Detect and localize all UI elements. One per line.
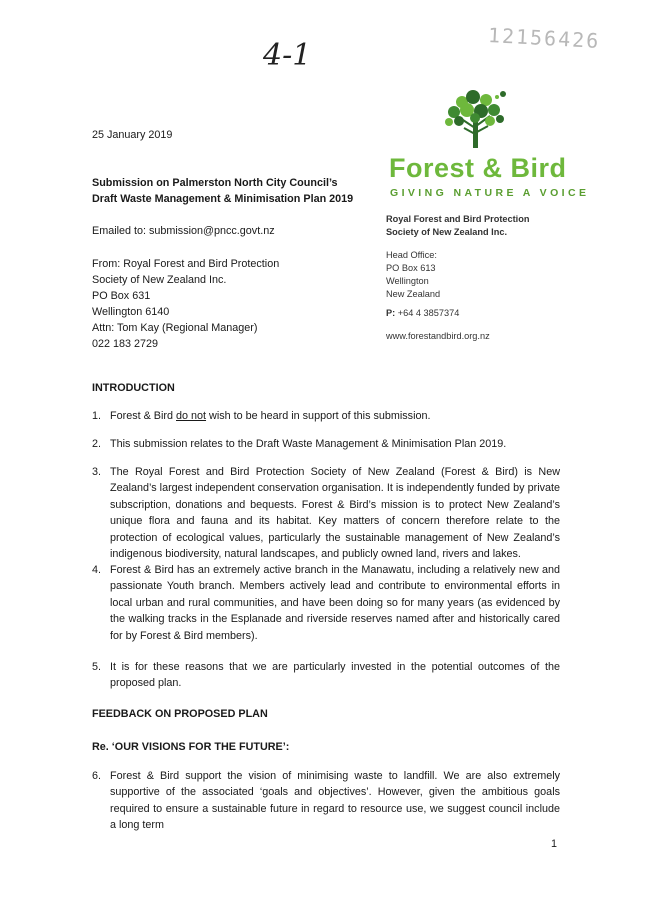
emailed-to: Emailed to: submission@pncc.govt.nz [92, 225, 275, 237]
from-line: 022 183 2729 [92, 338, 159, 350]
head-office-address [386, 249, 440, 301]
item-number: 5. [92, 661, 102, 673]
item-text: It is for these reasons that we are particularly invested in the potential outcomes of the proposed plan. [110, 661, 560, 690]
from-line: Society of New Zealand Inc. [92, 274, 227, 286]
visions-heading: Re. ‘OUR VISIONS FOR THE FUTURE’: [92, 741, 290, 753]
reference-stamp: 12156426 [487, 23, 601, 53]
phone-number: +64 4 3857374 [397, 308, 460, 318]
subject-line: Draft Waste Management & Minimisation Plan 2019 [92, 193, 354, 205]
org-full-name [386, 213, 529, 239]
from-line: Attn: Tom Kay (Regional Manager) [92, 322, 258, 334]
from-line: PO Box 631 [92, 290, 151, 302]
item-number: 4. [92, 564, 102, 576]
org-full-name-line2: Society of New Zealand Inc. [386, 227, 507, 237]
item-text-post: wish to be heard in support of this submission. [206, 410, 431, 422]
from-line: From: Royal Forest and Bird Protection [92, 258, 280, 270]
handwritten-page-mark: 4-1 [263, 38, 312, 73]
submission-subject [92, 175, 353, 207]
org-full-name-line1: Royal Forest and Bird Protection [386, 214, 530, 224]
address-line: Head Office: [386, 250, 437, 260]
item-number: 6. [92, 770, 102, 782]
item-text: Forest & Bird support the vision of minimising waste to landfill. We are also extremely supportive of the associated ‘goals and objectives’. However, given the ambitious goals required to ensure a sustainable future in regard to resource use, we suggest council include a long term [110, 770, 560, 832]
phone-label: P: [386, 308, 396, 318]
item-number: 2. [92, 438, 102, 450]
feedback-heading: FEEDBACK ON PROPOSED PLAN [92, 708, 268, 720]
list-item [92, 464, 560, 562]
list-item [92, 436, 560, 452]
item-number: 3. [92, 466, 102, 478]
item-text-pre: Forest & Bird [110, 410, 176, 422]
item-text: Forest & Bird has an extremely active branch in the Manawatu, including a relatively new and passionate Youth branch. Members actively lead and contribute to environmental efforts in local urban and rural communities, and have been doing so for many years (as evidenced by the walking tracks in the Esplanade and riverside reserves named after and historically cared for by Forest & Bird members). [110, 564, 560, 642]
org-name: Forest & Bird [389, 153, 567, 183]
org-tagline: GIVING NATURE A VOICE [390, 187, 590, 199]
page-number: 1 [551, 838, 558, 850]
address-line: PO Box 613 [386, 263, 436, 273]
list-item [92, 408, 560, 424]
subject-line: Submission on Palmerston North City Council’s [92, 177, 338, 189]
item-text: This submission relates to the Draft Waste Management & Minimisation Plan 2019. [110, 438, 507, 450]
list-item [92, 659, 560, 692]
from-block [92, 256, 279, 352]
item-text: The Royal Forest and Bird Protection Society of New Zealand (Forest & Bird) is New Zealand’s largest independent conservation organisation. It is independently funded by private subscription, donations and bequests. Forest & Bird’s mission is to protect New Zealand’s unique flora and fauna and its habitat. Key matters of concern therefore relate to the protection of ecological values, particularly the sustainable management of New Zealand’s indigenous biodiversity, natural landscapes, and publicly owned land, rivers and lakes. [110, 466, 560, 561]
underlined-text: do not [176, 410, 207, 422]
tree-logo-icon [440, 88, 510, 150]
item-text [110, 408, 560, 424]
from-line: Wellington 6140 [92, 306, 170, 318]
introduction-heading: INTRODUCTION [92, 382, 175, 394]
list-item [92, 768, 560, 834]
address-line: Wellington [386, 276, 429, 286]
letter-date: 25 January 2019 [92, 129, 173, 141]
list-item [92, 562, 560, 644]
item-number: 1. [92, 410, 102, 422]
org-phone [386, 307, 459, 320]
address-line: New Zealand [386, 289, 441, 299]
org-website[interactable]: www.forestandbird.org.nz [386, 331, 490, 341]
